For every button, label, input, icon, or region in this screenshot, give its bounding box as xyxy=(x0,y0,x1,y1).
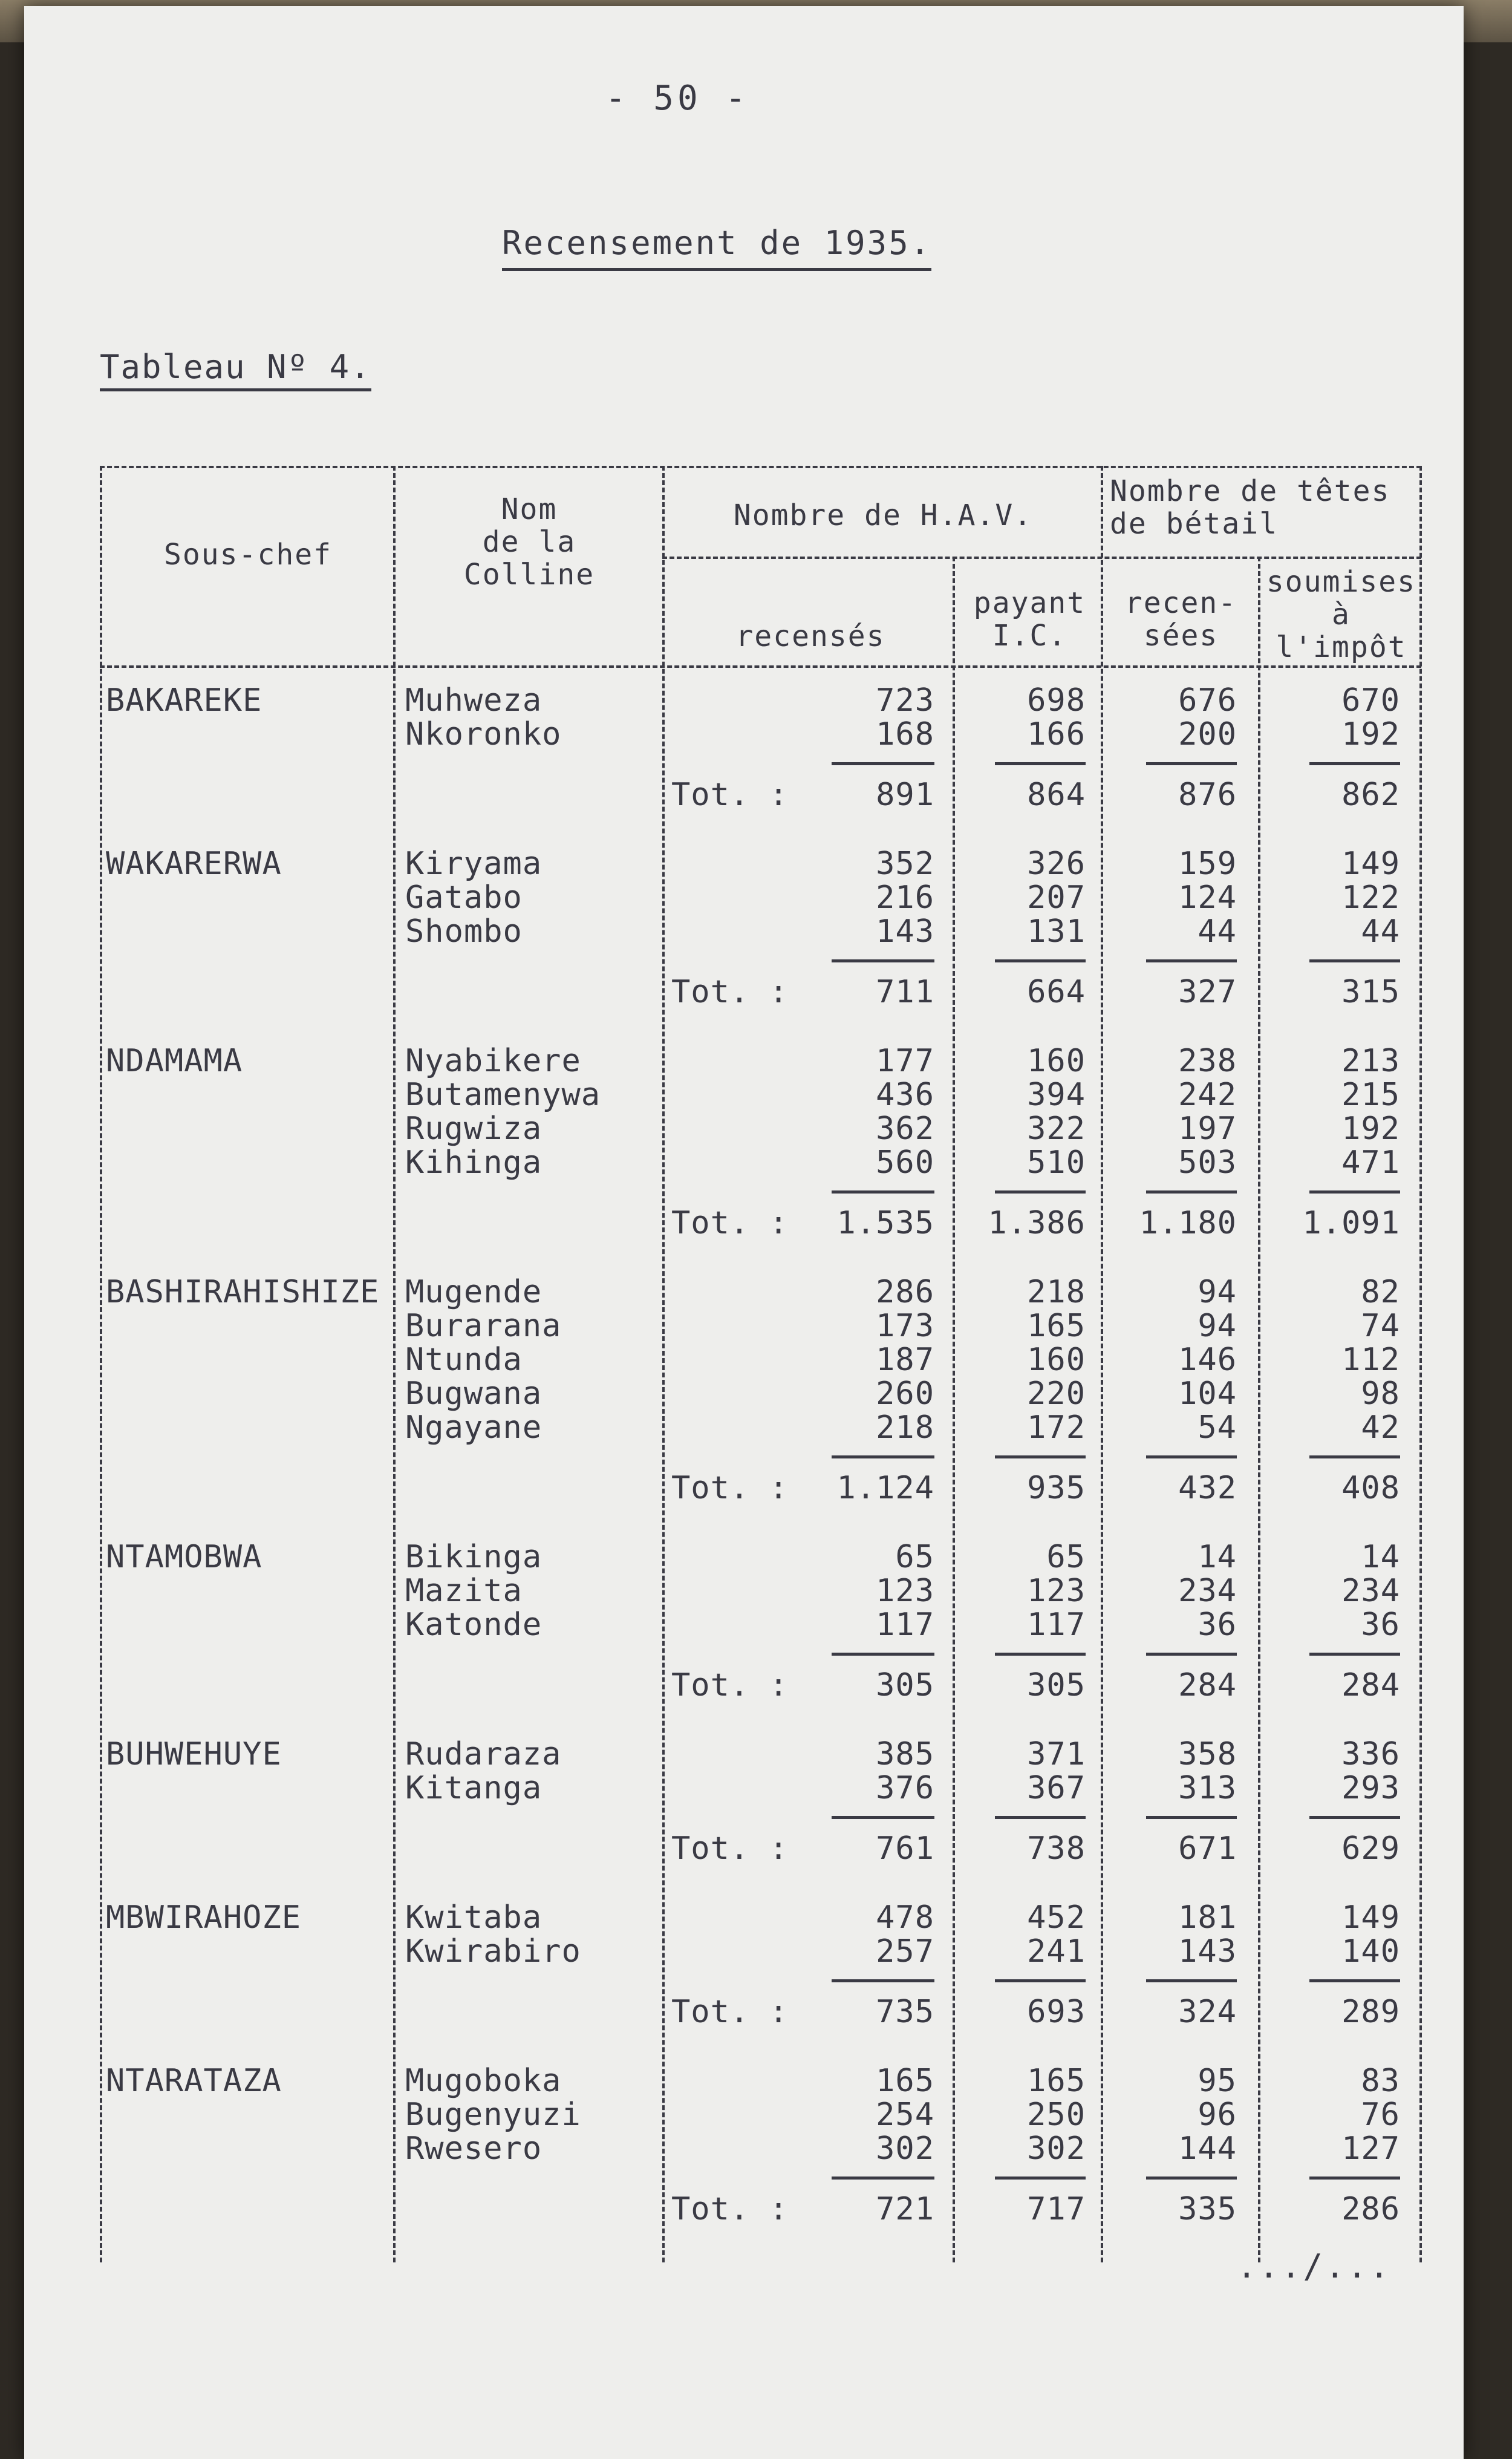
value-rec: 143 xyxy=(876,913,934,950)
value-bsou: 127 xyxy=(1341,2131,1400,2167)
value-brec: 44 xyxy=(1198,913,1237,950)
value-rec: 65 xyxy=(895,1539,934,1575)
colline-name: Mazita xyxy=(405,1573,523,1609)
colline-name: Burarana xyxy=(405,1308,562,1344)
table-top-border xyxy=(100,466,1421,468)
total-rec: 721 xyxy=(876,2191,934,2227)
total-label: Tot. : xyxy=(671,1470,789,1506)
colline-name: Katonde xyxy=(405,1607,543,1643)
total-bsou: 629 xyxy=(1341,1830,1400,1867)
value-bsou: 44 xyxy=(1361,913,1400,950)
total-rec: 891 xyxy=(876,777,934,813)
header-recensees: recen- sées xyxy=(1124,586,1237,653)
sum-line xyxy=(1146,959,1237,962)
sum-line xyxy=(1146,1653,1237,1656)
value-brec: 104 xyxy=(1178,1376,1237,1412)
value-brec: 181 xyxy=(1178,1899,1237,1936)
total-rec: 1.124 xyxy=(836,1470,934,1506)
value-rec: 302 xyxy=(876,2131,934,2167)
sum-line xyxy=(1146,762,1237,765)
total-pay: 693 xyxy=(1027,1994,1086,2030)
value-pay: 117 xyxy=(1027,1607,1086,1643)
value-pay: 371 xyxy=(1027,1736,1086,1772)
total-pay: 1.386 xyxy=(988,1205,1086,1241)
value-rec: 436 xyxy=(876,1077,934,1113)
value-brec: 238 xyxy=(1178,1043,1237,1079)
value-bsou: 471 xyxy=(1341,1145,1400,1181)
value-pay: 160 xyxy=(1027,1342,1086,1378)
total-pay: 935 xyxy=(1027,1470,1086,1506)
value-pay: 220 xyxy=(1027,1376,1086,1412)
continuation-mark: .../... xyxy=(1237,2247,1392,2285)
value-rec: 260 xyxy=(876,1376,934,1412)
sum-line xyxy=(995,1979,1086,1982)
sum-line xyxy=(1309,2177,1400,2180)
value-rec: 385 xyxy=(876,1736,934,1772)
value-brec: 313 xyxy=(1178,1770,1237,1806)
value-pay: 367 xyxy=(1027,1770,1086,1806)
header-sous-chef: Sous-chef xyxy=(163,538,333,572)
value-bsou: 83 xyxy=(1361,2063,1400,2099)
value-rec: 177 xyxy=(876,1043,934,1079)
sum-line xyxy=(995,1455,1086,1458)
colline-name: Rudaraza xyxy=(405,1736,562,1772)
value-pay: 165 xyxy=(1027,2063,1086,2099)
sum-line xyxy=(1309,1816,1400,1819)
value-pay: 166 xyxy=(1027,716,1086,753)
colline-name: Kiryama xyxy=(405,846,543,882)
colline-name: Bugenyuzi xyxy=(405,2097,581,2133)
col-divider-1 xyxy=(393,466,396,2262)
value-brec: 159 xyxy=(1178,846,1237,882)
total-brec: 284 xyxy=(1178,1667,1237,1703)
value-rec: 362 xyxy=(876,1111,934,1147)
colline-name: Kwirabiro xyxy=(405,1933,581,1970)
sum-line xyxy=(832,1190,934,1194)
total-bsou: 1.091 xyxy=(1302,1205,1400,1241)
value-bsou: 74 xyxy=(1361,1308,1400,1344)
sum-line xyxy=(1146,1455,1237,1458)
value-brec: 144 xyxy=(1178,2131,1237,2167)
value-brec: 54 xyxy=(1198,1409,1237,1446)
total-rec: 1.535 xyxy=(836,1205,934,1241)
sum-line xyxy=(832,1979,934,1982)
value-brec: 358 xyxy=(1178,1736,1237,1772)
value-rec: 123 xyxy=(876,1573,934,1609)
value-rec: 286 xyxy=(876,1274,934,1310)
header-bottom-border xyxy=(100,665,1421,668)
value-bsou: 112 xyxy=(1341,1342,1400,1378)
sum-line xyxy=(1309,1455,1400,1458)
sum-line xyxy=(1146,1816,1237,1819)
header-payant-ic: payant I.C. xyxy=(973,586,1086,653)
value-bsou: 670 xyxy=(1341,682,1400,719)
value-bsou: 336 xyxy=(1341,1736,1400,1772)
sum-line xyxy=(832,2177,934,2180)
total-label: Tot. : xyxy=(671,974,789,1010)
value-brec: 197 xyxy=(1178,1111,1237,1147)
sum-line xyxy=(995,1816,1086,1819)
value-rec: 168 xyxy=(876,716,934,753)
value-rec: 376 xyxy=(876,1770,934,1806)
total-pay: 305 xyxy=(1027,1667,1086,1703)
document-title: Recensement de 1935. xyxy=(502,224,931,271)
value-bsou: 192 xyxy=(1341,716,1400,753)
value-bsou: 140 xyxy=(1341,1933,1400,1970)
value-rec: 723 xyxy=(876,682,934,719)
header-nom-colline: Nom de la Colline xyxy=(463,492,595,592)
colline-name: Gatabo xyxy=(405,880,523,916)
value-bsou: 14 xyxy=(1361,1539,1400,1575)
value-bsou: 36 xyxy=(1361,1607,1400,1643)
value-rec: 173 xyxy=(876,1308,934,1344)
value-pay: 65 xyxy=(1046,1539,1086,1575)
value-brec: 96 xyxy=(1198,2097,1237,2133)
total-label: Tot. : xyxy=(671,2191,789,2227)
colline-name: Bikinga xyxy=(405,1539,543,1575)
sous-chef-name: BAKAREKE xyxy=(106,682,262,719)
value-brec: 143 xyxy=(1178,1933,1237,1970)
value-brec: 94 xyxy=(1198,1308,1237,1344)
colline-name: Rugwiza xyxy=(405,1111,543,1147)
sum-line xyxy=(832,1816,934,1819)
sum-line xyxy=(995,1190,1086,1194)
sous-chef-name: NDAMAMA xyxy=(106,1043,243,1079)
value-bsou: 234 xyxy=(1341,1573,1400,1609)
value-bsou: 98 xyxy=(1361,1376,1400,1412)
colline-name: Kwitaba xyxy=(405,1899,543,1936)
col-divider-right xyxy=(1419,466,1422,2262)
value-pay: 452 xyxy=(1027,1899,1086,1936)
sum-line xyxy=(832,959,934,962)
sous-chef-name: BUHWEHUYE xyxy=(106,1736,282,1772)
colline-name: Bugwana xyxy=(405,1376,543,1412)
sum-line xyxy=(995,959,1086,962)
value-bsou: 76 xyxy=(1361,2097,1400,2133)
value-rec: 187 xyxy=(876,1342,934,1378)
sum-line xyxy=(995,2177,1086,2180)
value-pay: 218 xyxy=(1027,1274,1086,1310)
value-pay: 123 xyxy=(1027,1573,1086,1609)
total-bsou: 286 xyxy=(1341,2191,1400,2227)
total-brec: 335 xyxy=(1178,2191,1237,2227)
colline-name: Rwesero xyxy=(405,2131,543,2167)
col-divider-5 xyxy=(1258,557,1260,2262)
value-pay: 326 xyxy=(1027,846,1086,882)
value-brec: 146 xyxy=(1178,1342,1237,1378)
col-divider-2 xyxy=(662,466,665,2262)
value-brec: 14 xyxy=(1198,1539,1237,1575)
sum-line xyxy=(1309,1190,1400,1194)
value-pay: 165 xyxy=(1027,1308,1086,1344)
document-page xyxy=(24,6,1464,2459)
value-brec: 234 xyxy=(1178,1573,1237,1609)
col-divider-left xyxy=(100,466,102,2262)
colline-name: Mugende xyxy=(405,1274,543,1310)
sum-line xyxy=(832,1653,934,1656)
total-brec: 324 xyxy=(1178,1994,1237,2030)
value-brec: 200 xyxy=(1178,716,1237,753)
total-brec: 671 xyxy=(1178,1830,1237,1867)
value-bsou: 192 xyxy=(1341,1111,1400,1147)
total-pay: 864 xyxy=(1027,777,1086,813)
colline-name: Kihinga xyxy=(405,1145,543,1181)
value-brec: 242 xyxy=(1178,1077,1237,1113)
header-recenses: recensés xyxy=(735,619,885,653)
total-brec: 432 xyxy=(1178,1470,1237,1506)
total-rec: 735 xyxy=(876,1994,934,2030)
subheader-divider xyxy=(662,557,1421,559)
colline-name: Butamenywa xyxy=(405,1077,601,1113)
sum-line xyxy=(1309,1979,1400,1982)
census-table xyxy=(100,466,1421,2281)
value-bsou: 42 xyxy=(1361,1409,1400,1446)
colline-name: Nyabikere xyxy=(405,1043,581,1079)
sum-line xyxy=(1146,1190,1237,1194)
total-pay: 738 xyxy=(1027,1830,1086,1867)
value-pay: 698 xyxy=(1027,682,1086,719)
sous-chef-name: BASHIRAHISHIZE xyxy=(106,1274,380,1310)
sous-chef-name: NTAMOBWA xyxy=(106,1539,262,1575)
value-rec: 352 xyxy=(876,846,934,882)
sum-line xyxy=(832,762,934,765)
value-pay: 250 xyxy=(1027,2097,1086,2133)
value-bsou: 149 xyxy=(1341,1899,1400,1936)
value-pay: 510 xyxy=(1027,1145,1086,1181)
value-bsou: 122 xyxy=(1341,880,1400,916)
sum-line xyxy=(995,762,1086,765)
value-pay: 322 xyxy=(1027,1111,1086,1147)
value-brec: 124 xyxy=(1178,880,1237,916)
colline-name: Nkoronko xyxy=(405,716,562,753)
value-brec: 36 xyxy=(1198,1607,1237,1643)
total-rec: 305 xyxy=(876,1667,934,1703)
total-pay: 717 xyxy=(1027,2191,1086,2227)
colline-name: Ntunda xyxy=(405,1342,523,1378)
total-bsou: 408 xyxy=(1341,1470,1400,1506)
total-bsou: 315 xyxy=(1341,974,1400,1010)
sum-line xyxy=(1146,1979,1237,1982)
colline-name: Ngayane xyxy=(405,1409,543,1446)
value-bsou: 215 xyxy=(1341,1077,1400,1113)
total-brec: 1.180 xyxy=(1139,1205,1237,1241)
total-rec: 761 xyxy=(876,1830,934,1867)
total-pay: 664 xyxy=(1027,974,1086,1010)
colline-name: Mugoboka xyxy=(405,2063,562,2099)
value-pay: 394 xyxy=(1027,1077,1086,1113)
value-rec: 478 xyxy=(876,1899,934,1936)
header-nombre-betail: Nombre de têtes de bétail xyxy=(1110,474,1390,541)
value-rec: 254 xyxy=(876,2097,934,2133)
sum-line xyxy=(1309,959,1400,962)
page-number: - 50 - xyxy=(605,79,750,118)
sum-line xyxy=(1309,762,1400,765)
total-rec: 711 xyxy=(876,974,934,1010)
value-rec: 165 xyxy=(876,2063,934,2099)
value-brec: 94 xyxy=(1198,1274,1237,1310)
value-brec: 95 xyxy=(1198,2063,1237,2099)
value-pay: 302 xyxy=(1027,2131,1086,2167)
value-bsou: 149 xyxy=(1341,846,1400,882)
col-divider-3 xyxy=(953,557,955,2262)
sous-chef-name: WAKARERWA xyxy=(106,846,282,882)
table-reference: Tableau Nº 4. xyxy=(100,348,371,391)
total-label: Tot. : xyxy=(671,1205,789,1241)
sum-line xyxy=(1309,1653,1400,1656)
value-rec: 216 xyxy=(876,880,934,916)
value-rec: 560 xyxy=(876,1145,934,1181)
value-rec: 117 xyxy=(876,1607,934,1643)
header-nombre-hav: Nombre de H.A.V. xyxy=(733,498,1033,532)
value-bsou: 213 xyxy=(1341,1043,1400,1079)
value-pay: 131 xyxy=(1027,913,1086,950)
sum-line xyxy=(1146,2177,1237,2180)
total-label: Tot. : xyxy=(671,1830,789,1867)
value-pay: 172 xyxy=(1027,1409,1086,1446)
value-pay: 207 xyxy=(1027,880,1086,916)
colline-name: Kitanga xyxy=(405,1770,543,1806)
value-bsou: 82 xyxy=(1361,1274,1400,1310)
total-bsou: 289 xyxy=(1341,1994,1400,2030)
total-label: Tot. : xyxy=(671,1667,789,1703)
col-divider-4 xyxy=(1101,466,1103,2262)
value-pay: 160 xyxy=(1027,1043,1086,1079)
total-bsou: 862 xyxy=(1341,777,1400,813)
value-brec: 676 xyxy=(1178,682,1237,719)
colline-name: Muhweza xyxy=(405,682,543,719)
sum-line xyxy=(832,1455,934,1458)
sous-chef-name: NTARATAZA xyxy=(106,2063,282,2099)
total-label: Tot. : xyxy=(671,777,789,813)
colline-name: Shombo xyxy=(405,913,523,950)
value-pay: 241 xyxy=(1027,1933,1086,1970)
total-bsou: 284 xyxy=(1341,1667,1400,1703)
sous-chef-name: MBWIRAHOZE xyxy=(106,1899,302,1936)
total-brec: 876 xyxy=(1178,777,1237,813)
value-rec: 218 xyxy=(876,1409,934,1446)
sum-line xyxy=(995,1653,1086,1656)
value-rec: 257 xyxy=(876,1933,934,1970)
value-bsou: 293 xyxy=(1341,1770,1400,1806)
value-brec: 503 xyxy=(1178,1145,1237,1181)
total-brec: 327 xyxy=(1178,974,1237,1010)
total-label: Tot. : xyxy=(671,1994,789,2030)
header-soumises-impot: soumises à l'impôt xyxy=(1266,565,1416,664)
